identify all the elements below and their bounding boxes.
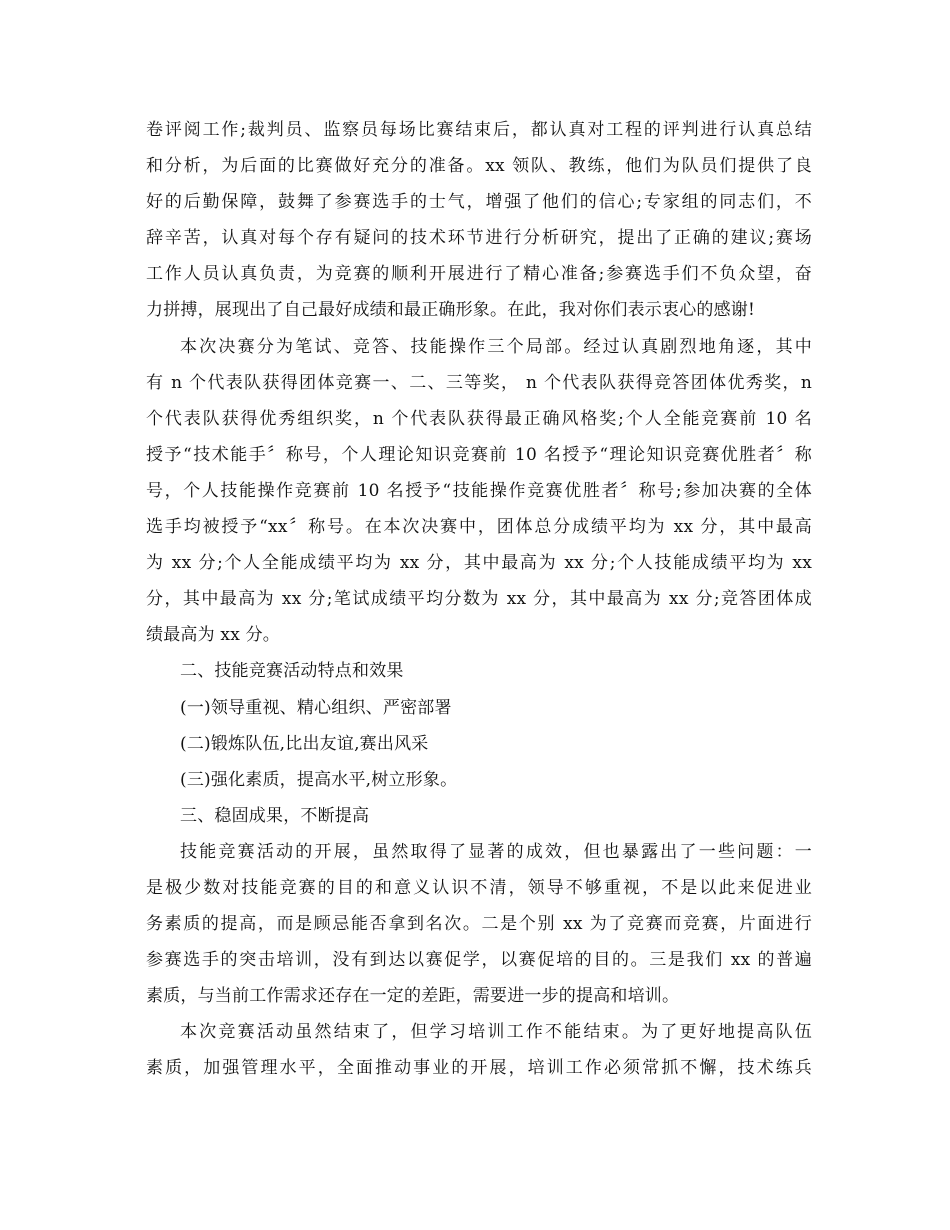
paragraph-continued-training bbox=[146, 1014, 812, 1086]
paragraph-staff-thanks bbox=[146, 112, 812, 329]
text-line: 务素质的提高，而是顾忌能否拿到名次。二是个别 xx 为了竞赛而竞赛，片面进行 bbox=[146, 914, 812, 935]
section-heading-consolidate: 三、稳固成果，不断提高 bbox=[180, 805, 370, 826]
paragraph-final-results bbox=[146, 329, 812, 654]
text-line: 授予“技术能手〞称号，个人理论知识竞赛前 10 名授予“理论知识竞赛优胜者〞称 bbox=[146, 444, 812, 465]
section-heading-features: 二、技能竞赛活动特点和效果 bbox=[180, 661, 404, 682]
text-line: 选手均被授予“xx〞称号。在本次决赛中，团体总分成绩平均为 xx 分，其中最高 bbox=[146, 517, 812, 538]
text-line: 有 n 个代表队获得团体竞赛一、二、三等奖， n 个代表队获得竞答团体优秀奖，n bbox=[146, 372, 812, 393]
text-line: 分，其中最高为 xx 分;笔试成绩平均分数为 xx 分，其中最高为 xx 分;竞答团体成 bbox=[146, 589, 812, 610]
text-line: 是极少数对技能竞赛的目的和意义认识不清，领导不够重视，不是以此来促进业 bbox=[146, 877, 812, 898]
text-line: 和分析，为后面的比赛做好充分的准备。xx 领队、教练，他们为队员们提供了良 bbox=[146, 156, 812, 177]
text-line: 素质，与当前工作需求还存在一定的差距，需要进一步的提高和培训。 bbox=[146, 986, 680, 1007]
text-line: 本次竞赛活动虽然结束了，但学习培训工作不能结束。为了更好地提高队伍 bbox=[180, 1022, 812, 1043]
text-line: 个代表队获得优秀组织奖，n 个代表队获得最正确风格奖;个人全能竞赛前 10 名 bbox=[146, 408, 812, 429]
document-page bbox=[146, 112, 812, 1087]
text-line: 号，个人技能操作竞赛前 10 名授予“技能操作竞赛优胜者〞称号;参加决赛的全体 bbox=[146, 480, 812, 501]
text-line: 好的后勤保障，鼓舞了参赛选手的士气，增强了他们的信心;专家组的同志们，不 bbox=[146, 192, 812, 213]
text-line: 辞辛苦，认真对每个存有疑问的技术环节进行分析研究，提出了正确的建议;赛场 bbox=[146, 228, 812, 249]
text-line: 力拼搏，展现出了自己最好成绩和最正确形象。在此，我对你们表示衷心的感谢! bbox=[146, 300, 756, 321]
text-line: 参赛选手的突击培训，没有到达以赛促学，以赛促培的目的。三是我们 xx 的普遍 bbox=[146, 950, 812, 971]
text-line: 卷评阅工作;裁判员、监察员每场比赛结束后，都认真对工程的评判进行认真总结 bbox=[146, 120, 812, 140]
subheading-quality: (三)强化素质，提高水平,树立形象。 bbox=[180, 769, 458, 790]
paragraph-problems bbox=[146, 834, 812, 1014]
subheading-training-team: (二)锻炼队伍,比出友谊,赛出风采 bbox=[180, 733, 429, 754]
text-line: 本次决赛分为笔试、竞答、技能操作三个局部。经过认真剧烈地角逐，其中 bbox=[180, 336, 812, 357]
text-line: 工作人员认真负责，为竞赛的顺利开展进行了精心准备;参赛选手们不负众望，奋 bbox=[146, 264, 812, 285]
text-line: 技能竞赛活动的开展，虽然取得了显著的成效，但也暴露出了一些问题：一 bbox=[180, 841, 812, 862]
subheading-leadership: (一)领导重视、精心组织、严密部署 bbox=[180, 697, 452, 718]
text-line: 素质，加强管理水平，全面推动事业的开展，培训工作必须常抓不懈，技术练兵 bbox=[146, 1058, 812, 1079]
text-line: 绩最高为 xx 分。 bbox=[146, 625, 280, 646]
text-line: 为 xx 分;个人全能成绩平均为 xx 分，其中最高为 xx 分;个人技能成绩平均为 xx bbox=[146, 553, 812, 574]
